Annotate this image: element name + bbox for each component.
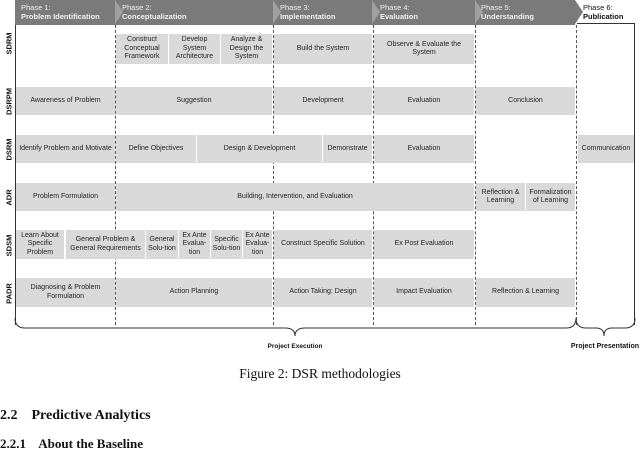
step-box: Construct Specific Solution xyxy=(274,230,372,259)
step-box: Reflection & Learning xyxy=(476,183,525,211)
project-presentation-label: Project Presentation xyxy=(570,343,639,350)
step-box: General Problem & General Requirements xyxy=(66,230,145,259)
step-box: Communication xyxy=(578,135,634,163)
step-box: Action Taking: Design xyxy=(274,278,372,307)
step-box: Observe & Evaluate the System xyxy=(374,34,474,64)
step-box: Development xyxy=(274,87,372,115)
step-box: Identify Problem and Motivate xyxy=(16,135,115,163)
phase-4: Phase 4: Evaluation xyxy=(380,3,418,21)
presentation-brace xyxy=(576,318,635,336)
step-box: Impact Evaluation xyxy=(374,278,474,307)
step-box: Define Objectives xyxy=(116,135,196,163)
step-box: Evaluation xyxy=(374,87,474,115)
step-box: Build the System xyxy=(274,34,372,64)
step-box: Suggestion xyxy=(116,87,272,115)
step-box: Problem Formulation xyxy=(16,183,115,211)
row-label-adr: ADR xyxy=(4,189,14,206)
step-box: Construct Conceptual Framework xyxy=(116,34,168,64)
step-box: Specific Solu-tion xyxy=(211,230,242,259)
phase-6: Phase 6: Publication xyxy=(583,3,624,21)
step-box: Awareness of Problem xyxy=(16,87,115,115)
step-box: Formalization of Learning xyxy=(526,183,575,211)
step-box: Design & Development xyxy=(197,135,322,163)
step-box: Conclusion xyxy=(476,87,575,115)
step-box: Building, Intervention, and Evaluation xyxy=(116,183,474,211)
phase-3: Phase 3: Implementation xyxy=(280,3,336,21)
step-box: Develop System Architecture xyxy=(169,34,220,64)
step-box: Action Planning xyxy=(116,278,272,307)
step-box: Ex Ante Evalua-tion xyxy=(243,230,272,259)
row-label-sdsm: SDSM xyxy=(4,234,14,257)
row-label-sdrm: SDRM xyxy=(4,32,14,55)
phase-2: Phase 2: Conceptualization xyxy=(122,3,187,21)
figure-caption: Figure 2: DSR methodologies xyxy=(239,366,401,381)
step-box: Analyze & Design the System xyxy=(221,34,272,64)
phase-5: Phase 5: Understanding xyxy=(481,3,534,21)
step-box: Learn About Specific Problem xyxy=(16,230,64,259)
step-box: Evaluation xyxy=(374,135,474,163)
phase-1: Phase 1: Problem Identification xyxy=(21,3,100,21)
step-box: Diagnosing & Problem Formulation xyxy=(16,278,115,307)
step-box: Demonstrate xyxy=(323,135,372,163)
row-label-padr: PADR xyxy=(4,283,14,304)
step-box: Ex Post Evaluation xyxy=(374,230,474,259)
project-execution-label: Project Execution xyxy=(267,343,323,350)
step-box: Reflection & Learning xyxy=(476,278,575,307)
execution-brace xyxy=(15,318,576,336)
section-heading: 2.2 Predictive Analytics xyxy=(0,408,151,423)
subsection-heading: 2.2.1 About the Baseline xyxy=(0,436,144,451)
step-box: Ex Ante Evalua-tion xyxy=(179,230,210,259)
row-label-dsrm: DSRM xyxy=(4,138,14,161)
step-box: General Solu-tion xyxy=(146,230,178,259)
row-label-dsrpm: DSRPM xyxy=(4,87,14,116)
